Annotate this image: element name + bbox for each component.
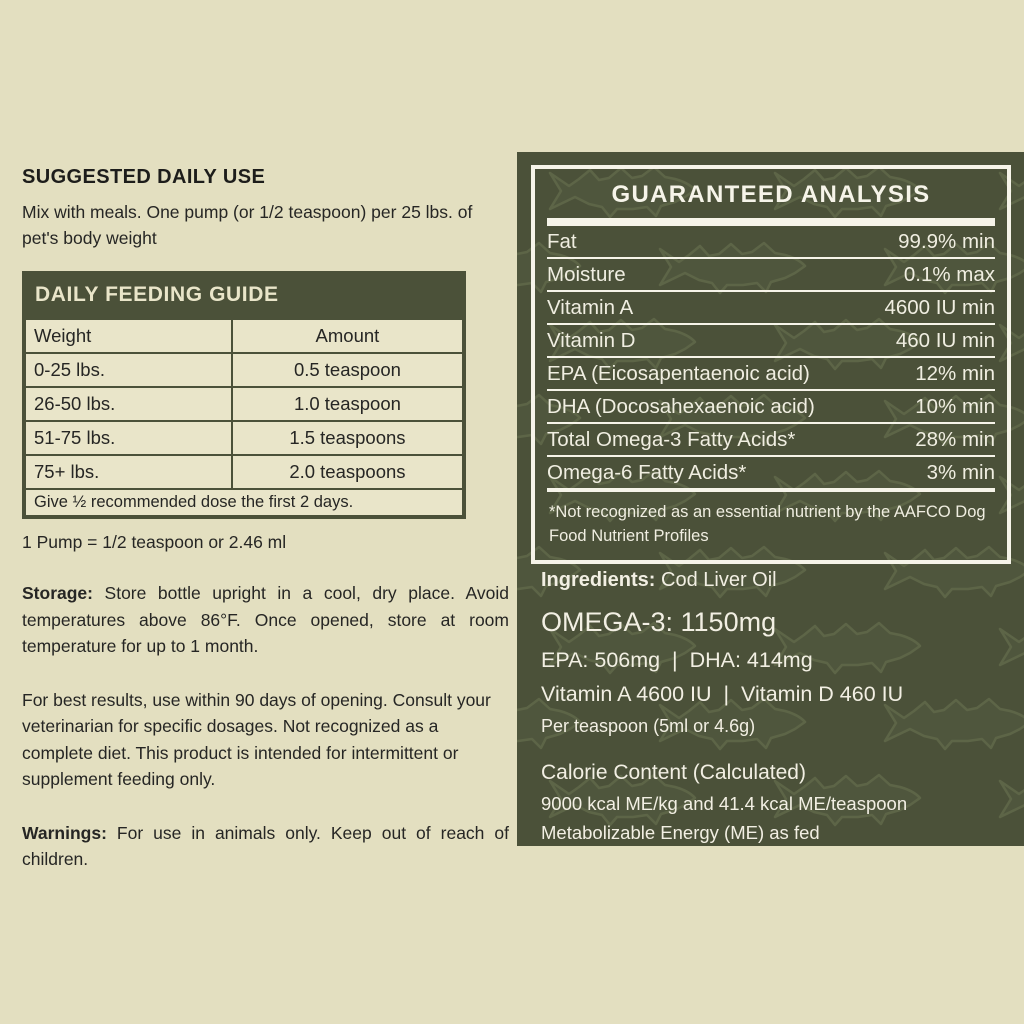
pump-equivalence-note: 1 Pump = 1/2 teaspoon or 2.46 ml: [22, 532, 287, 552]
table-note-row: [25, 489, 463, 516]
analysis-row: [547, 457, 995, 488]
warnings-paragraph: [22, 820, 509, 873]
weight-cell: 0-25 lbs.: [25, 353, 232, 387]
weight-cell: 51-75 lbs.: [25, 421, 232, 455]
guaranteed-analysis-box: [531, 165, 1011, 564]
title-divider-bar: [547, 218, 995, 226]
weight-cell: 26-50 lbs.: [25, 387, 232, 421]
table-header-row: [25, 319, 463, 353]
daily-feeding-guide-table: [22, 271, 466, 519]
analysis-row: [547, 424, 995, 457]
nutrient-value: 10% min: [915, 394, 995, 418]
aafco-footnote: *Not recognized as an essential nutrient by the AAFCO Dog Food Nutrient Profiles: [549, 503, 986, 545]
nutrient-label: Omega-6 Fatty Acids*: [547, 460, 747, 484]
amount-cell: 1.0 teaspoon: [232, 387, 463, 421]
feeding-note: Give ½ recommended dose the first 2 days.: [25, 489, 463, 516]
ingredients-value: Cod Liver Oil: [655, 569, 777, 591]
table-row: [25, 455, 463, 489]
nutrient-value: 99.9% min: [898, 229, 995, 253]
nutrient-value: 4600 IU min: [884, 295, 995, 319]
weight-cell: 75+ lbs.: [25, 455, 232, 489]
nutrient-value: 460 IU min: [895, 328, 995, 352]
nutrient-value: 3% min: [926, 460, 995, 484]
analysis-row: [547, 292, 995, 325]
table-row: [25, 421, 463, 455]
nutrient-label: EPA (Eicosapentaenoic acid): [547, 361, 810, 385]
nutrient-label: Moisture: [547, 262, 626, 286]
analysis-row: [547, 358, 995, 391]
nutrient-value: 0.1% max: [903, 262, 995, 286]
vitamins-line: Vitamin A 4600 IU | Vitamin D 460 IU: [541, 682, 904, 706]
metabolizable-energy-line: Metabolizable Energy (ME) as fed: [541, 822, 820, 843]
storage-label: Storage:: [22, 583, 93, 603]
feeding-guide-header: DAILY FEEDING GUIDE: [24, 273, 464, 318]
nutrient-label: Vitamin A: [547, 295, 634, 319]
column-header-weight: Weight: [25, 319, 232, 353]
feeding-guide-grid: [24, 318, 464, 517]
ingredients-line: [541, 569, 1011, 592]
analysis-row: [547, 325, 995, 358]
nutrient-value: 28% min: [915, 427, 995, 451]
nutrient-label: Fat: [547, 229, 577, 253]
calorie-values-line: 9000 kcal ME/kg and 41.4 kcal ME/teaspoon: [541, 793, 908, 814]
warnings-text: For use in animals only. Keep out of reach of children.: [22, 822, 509, 869]
calorie-content-title: Calorie Content (Calculated): [541, 761, 806, 784]
nutrient-label: DHA (Docosahexaenoic acid): [547, 394, 815, 418]
epa-dha-line: EPA: 506mg | DHA: 414mg: [541, 648, 813, 672]
nutrient-label: Vitamin D: [547, 328, 636, 352]
best-results-paragraph: For best results, use within 90 days of opening. Consult your veterinarian for specific dosages. Not recognized as a complete diet. This product is intended for intermittent or supplement feeding only.: [22, 689, 491, 789]
per-teaspoon-note: Per teaspoon (5ml or 4.6g): [541, 716, 756, 736]
nutrient-value: 12% min: [915, 361, 995, 385]
storage-text: Store bottle upright in a cool, dry place. Avoid temperatures above 86°F. Once opened, store at room temperature for up to 1 month.: [22, 583, 509, 656]
amount-cell: 0.5 teaspoon: [232, 353, 463, 387]
analysis-panel: [517, 152, 1024, 846]
usage-column: [22, 166, 509, 873]
amount-cell: 1.5 teaspoons: [232, 421, 463, 455]
suggested-daily-use-title: SUGGESTED DAILY USE: [22, 166, 266, 188]
analysis-row: [547, 226, 995, 259]
analysis-rows: [547, 226, 995, 488]
nutrient-label: Total Omega-3 Fatty Acids*: [547, 427, 796, 451]
nutrition-summary: [541, 569, 1011, 851]
ingredients-label: Ingredients:: [541, 569, 656, 591]
warnings-label: Warnings:: [22, 822, 107, 843]
guaranteed-analysis-title: GUARANTEED ANALYSIS: [611, 181, 931, 208]
storage-paragraph: [22, 580, 509, 660]
analysis-row: [547, 259, 995, 292]
amount-cell: 2.0 teaspoons: [232, 455, 463, 489]
analysis-row: [547, 391, 995, 424]
omega3-total: OMEGA-3: 1150mg: [541, 607, 777, 637]
table-row: [25, 387, 463, 421]
table-row: [25, 353, 463, 387]
usage-intro-text: Mix with meals. One pump (or 1/2 teaspoon) per 25 lbs. of pet's body weight: [22, 202, 473, 248]
column-header-amount: Amount: [232, 319, 463, 353]
